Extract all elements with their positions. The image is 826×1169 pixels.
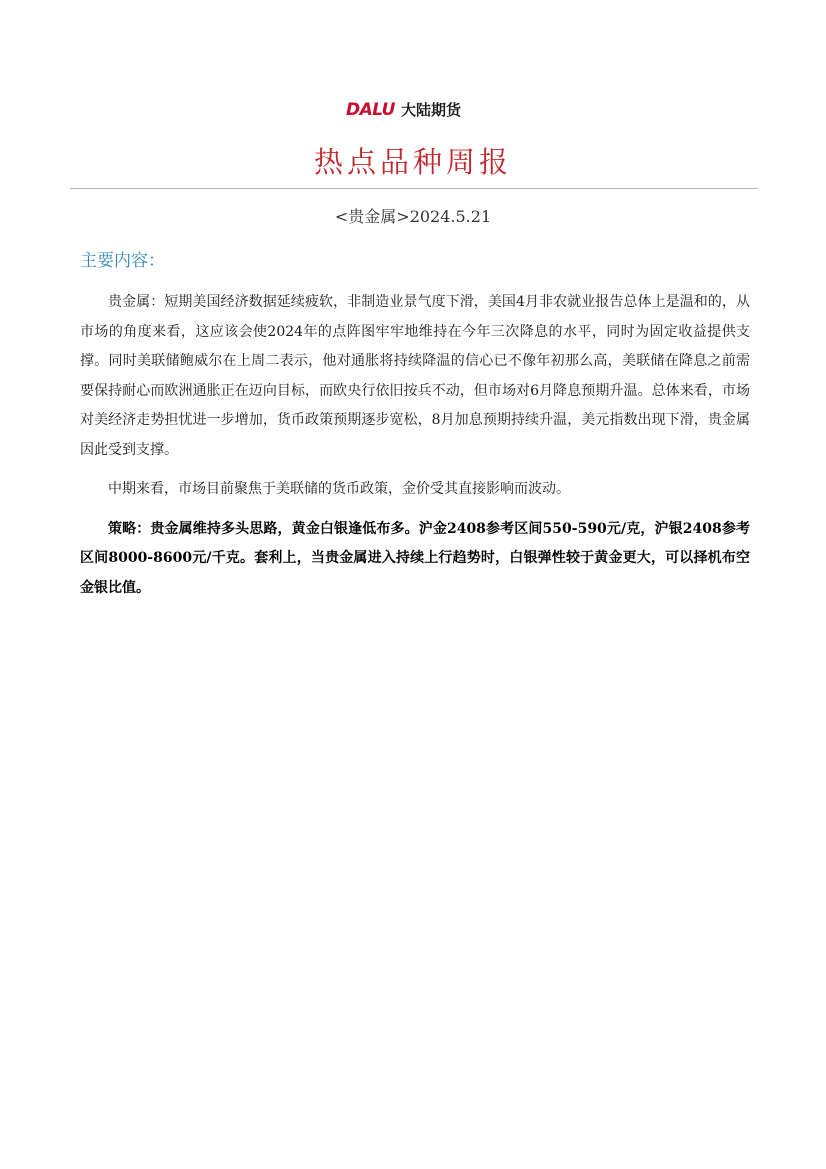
report-date-line: <贵金属>2024.5.21 xyxy=(334,207,492,226)
paragraph-strategy: 策略：贵金属维持多头思路，黄金白银逢低布多。沪金2408参考区间550-590元/克，沪银2408参考区间8000-8600元/千克。套利上，当贵金属进入持续上行趋势时，白银弹性较于黄金更大，可以择机布空金银比值。 xyxy=(80,520,750,596)
report-body xyxy=(80,288,750,613)
paragraph-mid-term: 中期来看，市场目前聚焦于美联储的货币政策，金价受其直接影响而波动。 xyxy=(108,481,570,497)
paragraph-precious-metals: 贵金属：短期美国经济数据延续疲软，非制造业景气度下滑，美国4月非农就业报告总体上是温和的，从市场的角度来看，这应该会使2024年的点阵图牢牢地维持在今年三次降息的水平，同时为固定收益提供支撑。同时美联储鲍威尔在上周二表示，他对通胀将持续降温的信心已不像年初那么高，美联储在降息之前需要保持耐心而欧洲通胀正在迈向目标，而欧央行依旧按兵不动，但市场对6月降息预期升温。总体来看，市场对美经济走势担忧进一步增加，货币政策预期逐步宽松，8月加息预期持续升温，美元指数出现下滑，贵金属因此受到支撑。 xyxy=(80,294,750,458)
company-logo xyxy=(346,99,461,121)
section-heading: 主要内容： xyxy=(80,251,165,271)
header-divider xyxy=(70,188,758,189)
logo-text: 大陆期货 xyxy=(400,101,461,119)
report-title: 热点品种周报 xyxy=(313,145,512,179)
logo-mark: DALU xyxy=(346,100,395,120)
